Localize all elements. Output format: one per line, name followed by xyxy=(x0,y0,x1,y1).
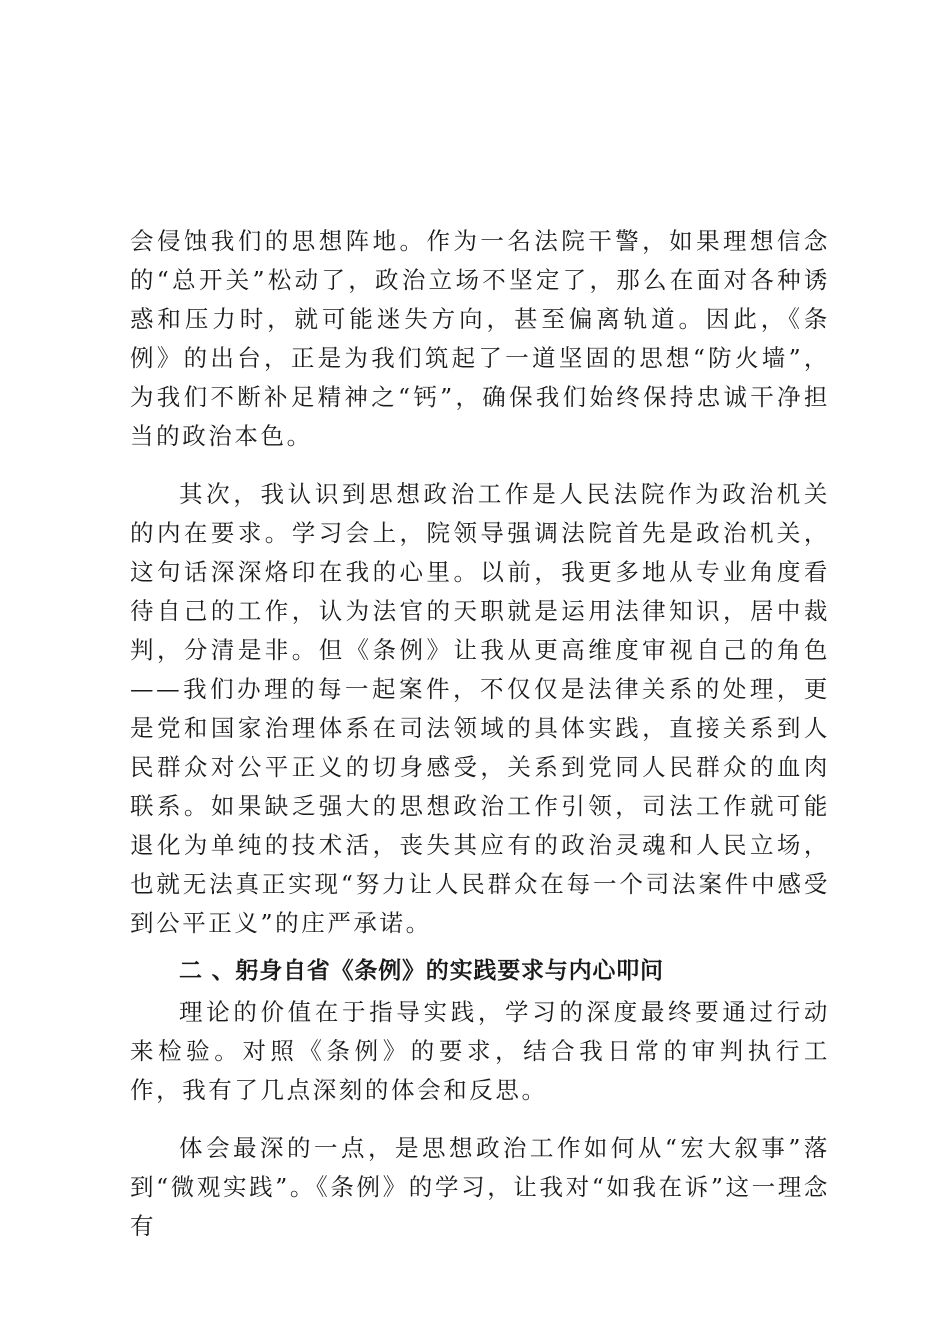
paragraph-section-intro: 理论的价值在于指导实践，学习的深度最终要通过行动来检验。对照《条例》的要求，结合我日常的审判执行工作，我有了几点深刻的体会和反思。 xyxy=(130,998,830,1104)
section-heading: 二 、躬身自省《条例》的实践要求与内心叩问 xyxy=(179,958,664,984)
paragraph-second-point: 其次，我认识到思想政治工作是人民法院作为政治机关的内在要求。学习会上，院领导强调法院首先是政治机关，这句话深深烙印在我的心里。以前，我更多地从专业角度看待自己的工作，认为法官的天职就是运用法律知识，居中裁判，分清是非。但《条例》让我从更高维度审视自己的角色——我们办理的每一起案件，不仅仅是法律关系的处理，更是党和国家治理体系在司法领域的具体实践，直接关系到人民群众对公平正义的切身感受，关系到党同人民群众的血肉联系。如果缺乏强大的思想政治工作引领，司法工作就可能退化为单纯的技术活，丧失其应有的政治灵魂和人民立场，也就无法真正实现“努力让人民群众在每一个司法案件中感受到公平正义”的庄严承诺。 xyxy=(130,480,830,937)
document-body xyxy=(130,222,830,1246)
paragraph-first-insight: 体会最深的一点，是思想政治工作如何从“宏大叙事”落到“微观实践”。《条例》的学习，让我对“如我在诉”这一理念有 xyxy=(130,1134,830,1240)
paragraph-continuation: 会侵蚀我们的思想阵地。作为一名法院干警，如果理想信念的“总开关”松动了，政治立场不坚定了，那么在面对各种诱惑和压力时，就可能迷失方向，甚至偏离轨道。因此，《条例》的出台，正是为我们筑起了一道坚固的思想“防火墙”，为我们不断补足精神之“钙”，确保我们始终保持忠诚干净担当的政治本色。 xyxy=(130,227,830,450)
